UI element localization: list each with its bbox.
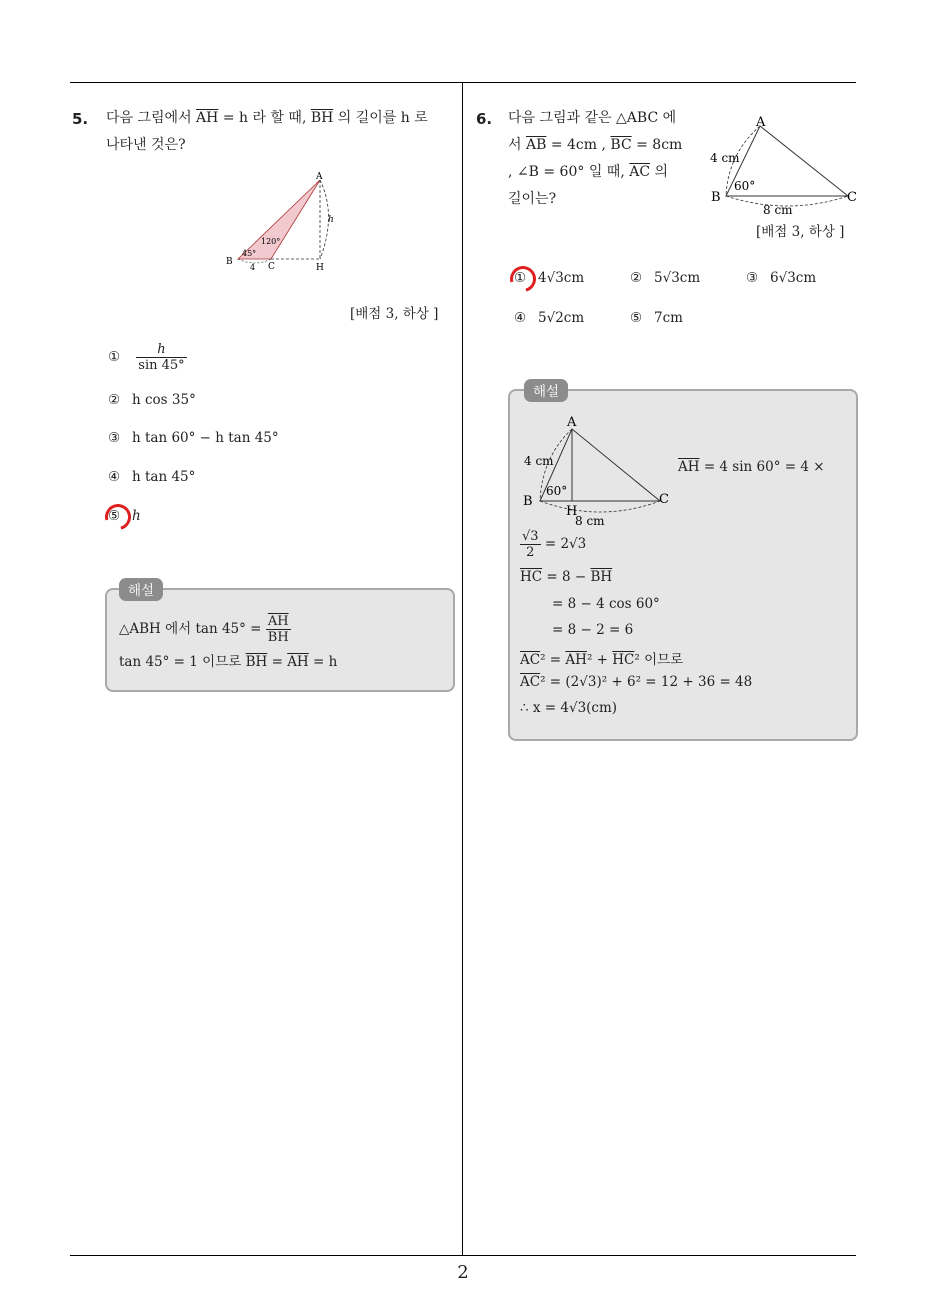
solution-line-4: = 8 − 2 = 6 — [552, 622, 634, 638]
side-bc: 8 cm — [763, 203, 793, 217]
bottom-rule — [70, 1255, 856, 1256]
triangle-figure — [708, 114, 864, 218]
vertex-b: B — [523, 494, 533, 509]
vertex-c: C — [268, 262, 275, 272]
score-level: [배점 3, 하상 ] — [350, 306, 439, 322]
vertex-h: H — [566, 504, 578, 519]
angle-45: 45° — [242, 249, 257, 258]
answer-mark — [100, 499, 136, 535]
score-level: [배점 3, 하상 ] — [756, 224, 845, 240]
solution-hc: $\overline{HC} = 8 - \overline{BH}$ — [520, 569, 613, 585]
side-ab: 4 cm — [710, 151, 740, 165]
solution-line-1: △ABH 에서 tan 45° = $\frac{\overline{AH}}{BH}$ — [119, 614, 289, 645]
choice-1[interactable]: ① 4√3cm — [514, 270, 585, 286]
vertex-c: C — [659, 492, 669, 507]
choice-2[interactable]: ② h cos 35° — [108, 392, 196, 408]
solution-tab: 해설 — [119, 578, 163, 601]
choice-5[interactable]: ⑤ 7cm — [630, 310, 683, 326]
top-rule — [70, 82, 856, 83]
side-4: 4 — [250, 263, 256, 272]
solution-final: ∴ x = 4√3(cm) — [520, 700, 618, 716]
angle-120: 120° — [261, 237, 281, 246]
solution-pythagoras: $\overline{AC}^2 = \overline{AH}^2 + \overline{HC}^2$ 이므로 — [520, 652, 684, 668]
solution-frac: $\frac{√3}{2}$ = 2√3 — [522, 529, 587, 560]
solution-box — [508, 384, 858, 741]
solution-tab: 해설 — [524, 379, 568, 402]
vertex-a: A — [567, 415, 577, 430]
solution-box — [105, 583, 455, 692]
choice-3[interactable]: ③ h tan 60° − h tan 45° — [108, 430, 279, 446]
solution-line-2: tan 45° = 1 이므로 $\overline{BH} = \overline{AH} = h$ — [119, 654, 338, 670]
choice-4[interactable]: ④ h tan 45° — [108, 469, 196, 485]
vertex-b: B — [226, 257, 233, 267]
vertex-h: H — [316, 263, 324, 273]
triangle-figure — [222, 170, 342, 275]
answer-mark — [505, 261, 541, 297]
vertex-c: C — [847, 190, 857, 205]
label-h: h — [328, 215, 334, 225]
question-number: 6. — [476, 110, 493, 128]
choice-1[interactable]: ① $\frac{h}{\sin 45^\circ}$ — [108, 342, 185, 373]
side-ab: 4 cm — [524, 454, 554, 468]
solution-line-3: = 8 − 4 cos 60° — [552, 596, 660, 612]
question-text: 다음 그림과 같은 △ABC 에 서 $\overline{AB} = 4cm$ , $\overline{BC} = 8cm$ , ∠B = 60° 일 때, $\overline{AC}$ 의 길이는? — [508, 110, 683, 207]
choice-4[interactable]: ④ 5√2cm — [514, 310, 585, 326]
column-divider — [462, 82, 463, 1256]
vertex-a: A — [756, 115, 766, 130]
angle-b: 60° — [734, 179, 756, 193]
choice-3[interactable]: ③ 6√3cm — [746, 270, 817, 286]
choice-2[interactable]: ② 5√3cm — [630, 270, 701, 286]
side-bc: 8 cm — [575, 514, 605, 525]
question-number: 5. — [72, 110, 89, 128]
page-number: 2 — [457, 1262, 469, 1283]
choice-5[interactable]: ⑤ h — [108, 508, 141, 524]
solution-calc: $\overline{AC}^2 = (2√3)^2 + 6^2 = 12 + 36 = 48$ — [520, 674, 753, 690]
question-text: 다음 그림에서 $\overline{AH} = h$ 라 할 때, $\overline{BH}$ 의 길이를 h 로 나타낸 것은? — [106, 110, 428, 153]
angle-b: 60° — [546, 484, 568, 498]
solution-ah: $\overline{AH} = 4$ sin 60° = 4 × — [678, 459, 825, 475]
solution-figure — [520, 413, 680, 525]
vertex-a: A — [316, 172, 323, 182]
vertex-b: B — [711, 190, 721, 205]
